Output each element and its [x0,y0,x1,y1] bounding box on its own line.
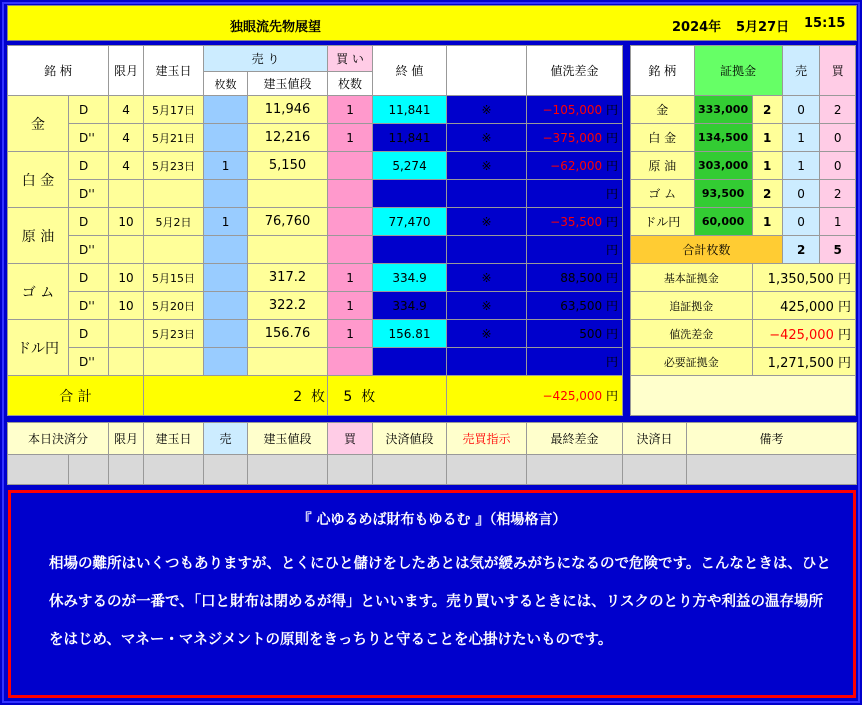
row-price[interactable]: 76,760 [248,208,328,236]
row-buy[interactable]: 1 [328,264,373,292]
summary-row [631,292,856,320]
margin-sell: 0 [782,180,820,208]
settle-cell[interactable] [248,455,328,485]
row-signal [447,180,527,208]
settle-col-11: 備考 [687,423,857,455]
row-sell[interactable] [204,264,248,292]
row-buy[interactable] [328,152,373,180]
summary-value: 1,271,500 円 [752,348,855,376]
total-sell: 2 枚 [144,376,328,416]
margin-sell: 0 [782,96,820,124]
margin-name: 金 [631,96,695,124]
row-sell[interactable]: 1 [204,208,248,236]
col-gengetsu: 限月 [109,46,144,96]
row-month[interactable] [109,320,144,348]
margin-name: 白 金 [631,124,695,152]
total-buy: 5 枚 [328,376,447,416]
position-row [8,96,623,124]
settle-col-2: 限月 [109,423,144,455]
row-buy[interactable]: 1 [328,292,373,320]
settle-col-5: 建玉値段 [248,423,328,455]
row-sell[interactable] [204,320,248,348]
row-buy[interactable]: 1 [328,96,373,124]
row-type: D'' [69,124,109,152]
row-name: ゴ ム [8,264,69,320]
total-label: 合 計 [8,376,144,416]
row-sell[interactable] [204,292,248,320]
position-row [8,124,623,152]
row-price[interactable]: 322.2 [248,292,328,320]
row-price[interactable]: 5,150 [248,152,328,180]
row-price[interactable] [248,180,328,208]
settle-cell[interactable] [623,455,687,485]
margin-row [631,208,856,236]
settle-cell[interactable] [109,455,144,485]
margin-buy: 1 [820,208,856,236]
row-close: 11,841 [373,96,447,124]
row-diff: 円 [527,348,623,376]
row-type: D [69,208,109,236]
settle-cell[interactable] [527,455,623,485]
col-owarine: 終 値 [373,46,447,96]
settlement-table [7,422,857,485]
margin-sell: 0 [782,208,820,236]
settle-col-9: 最終差金 [527,423,623,455]
row-signal: ※ [447,264,527,292]
title-bar [7,5,857,41]
margin-buy: 0 [820,124,856,152]
summary-value: −425,000 円 [752,320,855,348]
position-row [8,180,623,208]
settle-cell[interactable] [373,455,447,485]
settle-col-3: 建玉日 [144,423,204,455]
title-year: 2024年 [672,20,722,35]
row-close [373,236,447,264]
col-tatene: 建玉値段 [248,72,328,96]
margin-name: ドル円 [631,208,695,236]
margin-amount: 134,500 [694,124,752,152]
row-month[interactable]: 10 [109,208,144,236]
row-date[interactable]: 5月23日 [144,320,204,348]
row-type: D'' [69,180,109,208]
row-sell[interactable]: 1 [204,152,248,180]
row-date[interactable]: 5月15日 [144,264,204,292]
margin-count: 1 [752,208,782,236]
row-diff: −62,000 円 [527,152,623,180]
row-type: D'' [69,348,109,376]
margin-blank [631,376,856,416]
row-sell[interactable] [204,348,248,376]
row-diff: 円 [527,180,623,208]
row-name: 金 [8,96,69,152]
summary-label: 基本証拠金 [631,264,753,292]
row-buy[interactable] [328,348,373,376]
settle-cell[interactable] [687,455,857,485]
row-type: D [69,320,109,348]
title-time: 15:15 [804,16,846,31]
row-signal: ※ [447,124,527,152]
margin-amount: 60,000 [694,208,752,236]
row-diff: −375,000 円 [527,124,623,152]
settle-col-4: 売 [204,423,248,455]
position-row [8,292,623,320]
row-sell[interactable] [204,180,248,208]
margin-col-amount: 証拠金 [694,46,782,96]
position-row [8,264,623,292]
app-title: 独眼流先物展望 [230,20,322,35]
margin-sell: 1 [782,152,820,180]
row-diff: 円 [527,236,623,264]
row-type: D'' [69,236,109,264]
col-signal: 売買指示 [447,46,527,96]
row-close: 5,274 [373,152,447,180]
settle-cell[interactable] [144,455,204,485]
row-date[interactable]: 5月21日 [144,124,204,152]
title-date: 5月27日 [736,20,790,35]
row-diff: 500 円 [527,320,623,348]
row-type: D [69,152,109,180]
row-signal: ※ [447,96,527,124]
position-row [8,348,623,376]
row-name: 原 油 [8,208,69,264]
positions-table [7,45,623,416]
row-price[interactable]: 317.2 [248,264,328,292]
row-signal: ※ [447,320,527,348]
row-price[interactable] [248,348,328,376]
col-sell-count: 枚数 [204,72,248,96]
margin-buy: 0 [820,152,856,180]
settle-cell[interactable] [447,455,527,485]
row-date[interactable] [144,236,204,264]
margin-name: 原 油 [631,152,695,180]
row-buy[interactable]: 1 [328,124,373,152]
row-signal: ※ [447,292,527,320]
summary-label: 値洗差金 [631,320,753,348]
row-date[interactable] [144,180,204,208]
margin-buy: 2 [820,180,856,208]
margin-total-buy: 5 [820,236,856,264]
col-tateday: 建玉日 [144,46,204,96]
row-diff: −35,500 円 [527,208,623,236]
row-month[interactable]: 10 [109,292,144,320]
row-month[interactable]: 4 [109,124,144,152]
proverb-box [8,490,856,698]
row-month[interactable]: 4 [109,152,144,180]
settle-cell[interactable] [69,455,109,485]
margin-count: 1 [752,152,782,180]
margin-col-sell: 売 [782,46,820,96]
row-buy[interactable]: 1 [328,320,373,348]
margin-row [631,124,856,152]
position-row [8,320,623,348]
row-signal: ※ [447,152,527,180]
row-type: D [69,96,109,124]
row-price[interactable] [248,236,328,264]
row-month[interactable] [109,348,144,376]
row-type: D'' [69,292,109,320]
settle-col-1: 本日決済分 [8,423,109,455]
margin-total-label: 合計枚数 [631,236,783,264]
margin-count: 1 [752,124,782,152]
row-date[interactable]: 5月20日 [144,292,204,320]
col-buy-count: 枚数 [328,72,373,96]
col-meigara: 銘 柄 [8,46,109,96]
row-close: 334.9 [373,292,447,320]
row-name: 白 金 [8,152,69,208]
summary-row [631,264,856,292]
margin-amount: 93,500 [694,180,752,208]
row-close: 11,841 [373,124,447,152]
margin-table [630,45,856,416]
margin-count: 2 [752,180,782,208]
row-month[interactable] [109,180,144,208]
settle-cell[interactable] [328,455,373,485]
settle-col-10: 決済日 [623,423,687,455]
row-signal [447,236,527,264]
row-price[interactable]: 11,946 [248,96,328,124]
margin-row [631,152,856,180]
summary-row [631,320,856,348]
row-price[interactable]: 12,216 [248,124,328,152]
row-close [373,348,447,376]
row-close: 77,470 [373,208,447,236]
row-type: D [69,264,109,292]
row-date[interactable]: 5月2日 [144,208,204,236]
row-date[interactable]: 5月17日 [144,96,204,124]
row-sell[interactable] [204,236,248,264]
margin-buy: 2 [820,96,856,124]
margin-row [631,96,856,124]
row-month[interactable]: 10 [109,264,144,292]
summary-value: 1,350,500 円 [752,264,855,292]
row-sell[interactable] [204,124,248,152]
margin-col-meigara: 銘 柄 [631,46,695,96]
margin-col-buy: 買 [820,46,856,96]
row-signal: ※ [447,208,527,236]
settle-col-6: 買 [328,423,373,455]
row-diff: 88,500 円 [527,264,623,292]
row-date[interactable]: 5月23日 [144,152,204,180]
margin-amount: 303,000 [694,152,752,180]
summary-value: 425,000 円 [752,292,855,320]
settle-col-7: 決済値段 [373,423,447,455]
summary-row [631,348,856,376]
margin-total-sell: 2 [782,236,820,264]
row-close: 334.9 [373,264,447,292]
row-date[interactable] [144,348,204,376]
settle-cell[interactable] [8,455,69,485]
row-diff: −105,000 円 [527,96,623,124]
position-row [8,152,623,180]
row-month[interactable]: 4 [109,96,144,124]
summary-label: 追証拠金 [631,292,753,320]
margin-name: ゴ ム [631,180,695,208]
settle-col-8: 売買指示 [447,423,527,455]
summary-label: 必要証拠金 [631,348,753,376]
margin-row [631,180,856,208]
row-month[interactable] [109,236,144,264]
row-price[interactable]: 156.76 [248,320,328,348]
col-uri: 売 り [204,46,328,72]
col-diff: 値洗差金 [527,46,623,96]
margin-count: 2 [752,96,782,124]
row-buy[interactable] [328,236,373,264]
row-signal [447,348,527,376]
total-diff: −425,000 円 [447,376,623,416]
position-row [8,208,623,236]
position-row [8,236,623,264]
row-buy[interactable] [328,180,373,208]
proverb-body: 相場の難所はいくつもありますが、とくにひと儲けをしたあとは気が緩みがちになるので危険です。こんなときは、ひと休みするのが一番で、「口と財布は閉めるが得」といいます。売り買いするときには、リスクのとり方や利益の温存場所をはじめ、マネー・マネジメントの原則をきっちりと守ることを心掛けたいものです。 [49,556,831,648]
row-sell[interactable] [204,96,248,124]
row-buy[interactable] [328,208,373,236]
margin-sell: 1 [782,124,820,152]
row-name: ドル円 [8,320,69,376]
row-close: 156.81 [373,320,447,348]
settle-cell[interactable] [204,455,248,485]
proverb-title: 『 心ゆるめば財布もゆるむ 』（相場格言） [297,512,567,528]
row-diff: 63,500 円 [527,292,623,320]
row-close [373,180,447,208]
margin-amount: 333,000 [694,96,752,124]
col-kai: 買 い [328,46,373,72]
